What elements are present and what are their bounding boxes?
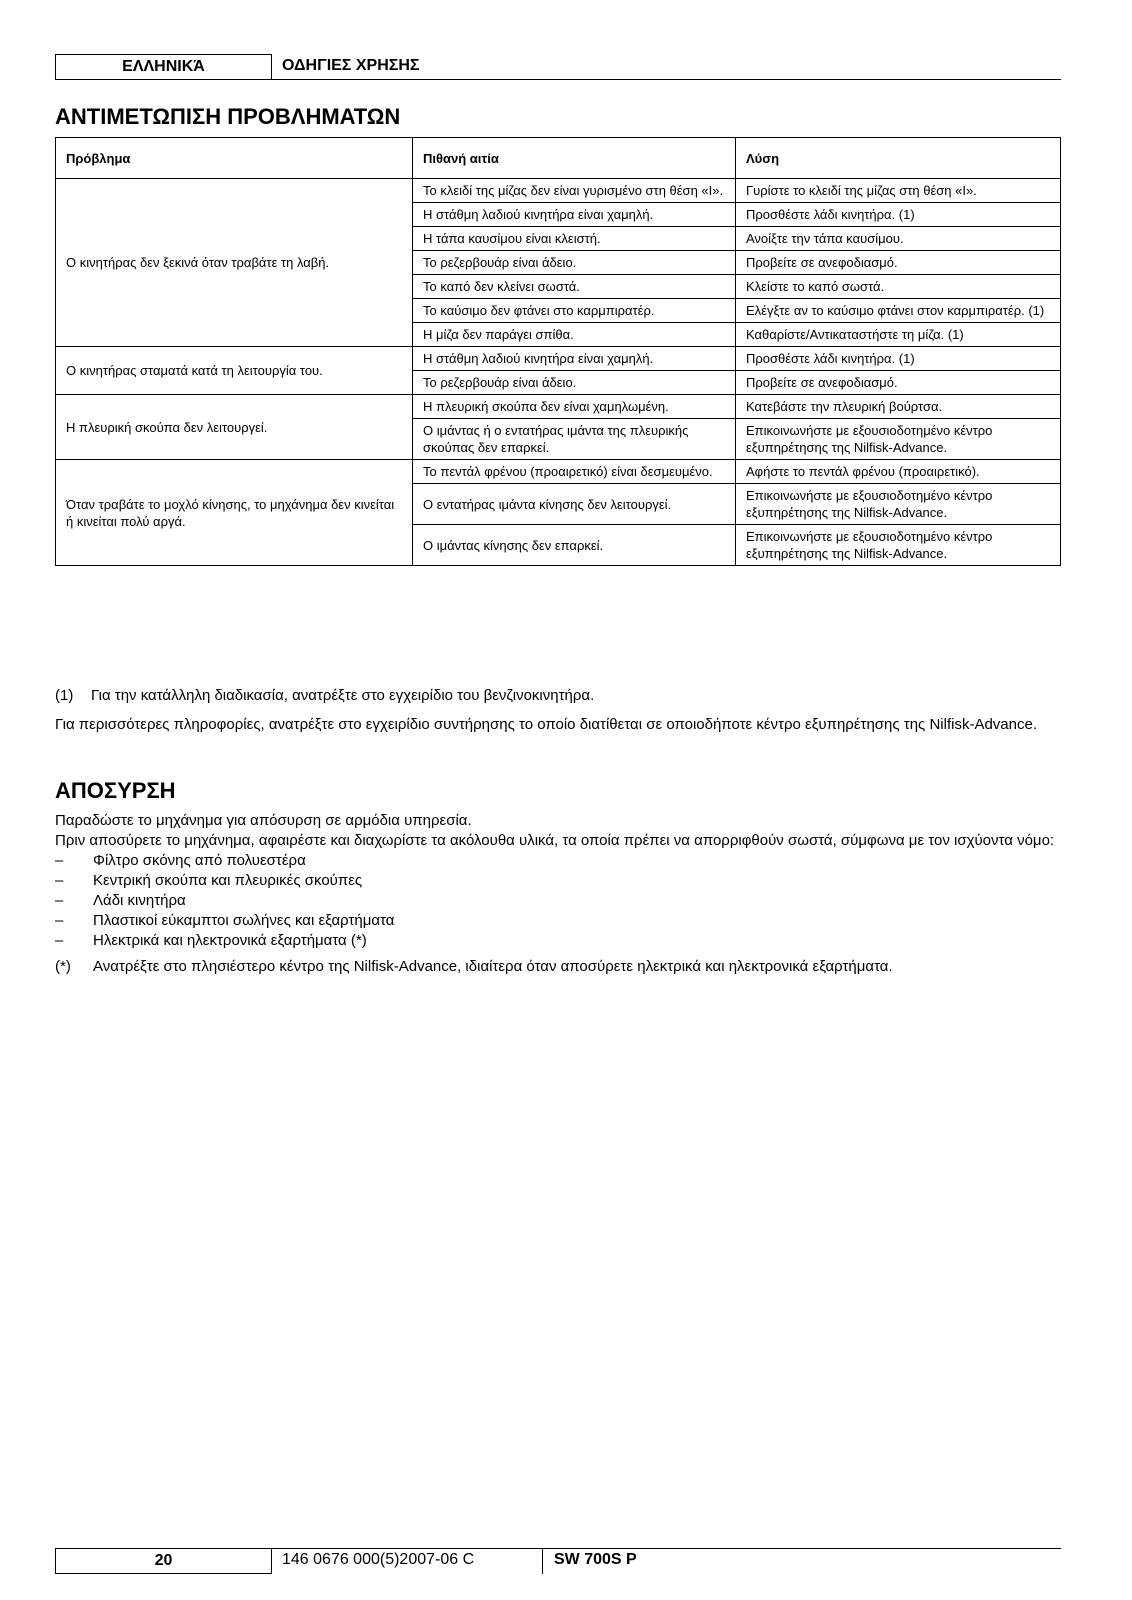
disposal-list — [55, 851, 1061, 951]
list-item-text: Λάδι κινητήρα — [93, 892, 186, 909]
cause-cell: Το κλειδί της μίζας δεν είναι γυρισμένο στη θέση «I». — [413, 179, 736, 203]
solution-cell: Ελέγξτε αν το καύσιμο φτάνει στον καρμπιρατέρ. (1) — [736, 299, 1061, 323]
model-name: SW 700S P — [554, 1551, 637, 1568]
solution-cell: Προβείτε σε ανεφοδιασμό. — [736, 371, 1061, 395]
list-item-text: Φίλτρο σκόνης από πολυεστέρα — [93, 852, 306, 869]
table-row — [56, 179, 1061, 203]
solution-cell: Γυρίστε το κλειδί της μίζας στη θέση «I». — [736, 179, 1061, 203]
list-item-text: Ηλεκτρικά και ηλεκτρονικά εξαρτήματα (*) — [93, 932, 367, 949]
solution-cell: Καθαρίστε/Αντικαταστήστε τη μίζα. (1) — [736, 323, 1061, 347]
cause-cell: Ο εντατήρας ιμάντα κίνησης δεν λειτουργεί. — [413, 484, 736, 525]
column-header-cause: Πιθανή αιτία — [413, 138, 736, 179]
solution-cell: Επικοινωνήστε με εξουσιοδοτημένο κέντρο εξυπηρέτησης της Nilfisk-Advance. — [736, 484, 1061, 525]
footer-separator — [542, 1548, 543, 1574]
list-item — [55, 851, 1061, 871]
cause-cell: Το ρεζερβουάρ είναι άδειο. — [413, 251, 736, 275]
page-header — [55, 54, 1061, 80]
cause-cell: Η πλευρική σκούπα δεν είναι χαμηλωμένη. — [413, 395, 736, 419]
cause-cell: Το πεντάλ φρένου (προαιρετικό) είναι δεσμευμένο. — [413, 460, 736, 484]
footnote-text: Ανατρέξτε στο πλησιέστερο κέντρο της Nilfisk-Advance, ιδιαίτερα όταν αποσύρετε ηλεκτρικά και ηλεκτρονικά εξαρτήματα. — [93, 958, 893, 975]
table-footnote — [55, 687, 594, 704]
solution-cell: Επικοινωνήστε με εξουσιοδοτημένο κέντρο εξυπηρέτησης της Nilfisk-Advance. — [736, 525, 1061, 566]
table-row — [56, 347, 1061, 371]
solution-cell: Προσθέστε λάδι κινητήρα. (1) — [736, 203, 1061, 227]
list-item — [55, 931, 1061, 951]
troubleshooting-heading: ΑΝΤΙΜΕΤΩΠΙΣΗ ΠΡΟΒΛΗΜΑΤΩΝ — [55, 104, 401, 129]
dash-bullet: – — [55, 852, 64, 869]
more-info-paragraph: Για περισσότερες πληροφορίες, ανατρέξτε στο εγχειρίδιο συντήρησης το οποίο διατίθεται σε οποιοδήποτε κέντρο εξυπηρέτησης της Nilfisk-Advance. — [55, 716, 1037, 733]
problem-cell: Όταν τραβάτε το μοχλό κίνησης, το μηχάνημα δεν κινείται ή κινείται πολύ αργά. — [56, 460, 413, 566]
disposal-intro-1: Παραδώστε το μηχάνημα για απόσυρση σε αρμόδια υπηρεσία. — [55, 812, 472, 829]
solution-cell: Ανοίξτε την τάπα καυσίμου. — [736, 227, 1061, 251]
cause-cell: Ο ιμάντας ή ο εντατήρας ιμάντα της πλευρικής σκούπας δεν επαρκεί. — [413, 419, 736, 460]
cause-cell: Η στάθμη λαδιού κινητήρα είναι χαμηλή. — [413, 347, 736, 371]
cause-cell: Ο ιμάντας κίνησης δεν επαρκεί. — [413, 525, 736, 566]
cause-cell: Η τάπα καυσίμου είναι κλειστή. — [413, 227, 736, 251]
solution-cell: Προσθέστε λάδι κινητήρα. (1) — [736, 347, 1061, 371]
cause-cell: Το ρεζερβουάρ είναι άδειο. — [413, 371, 736, 395]
column-header-problem: Πρόβλημα — [56, 138, 413, 179]
problem-cell: Ο κινητήρας δεν ξεκινά όταν τραβάτε τη λαβή. — [56, 179, 413, 347]
dash-bullet: – — [55, 872, 64, 889]
solution-cell: Αφήστε το πεντάλ φρένου (προαιρετικό). — [736, 460, 1061, 484]
disposal-intro-2: Πριν αποσύρετε το μηχάνημα, αφαιρέστε και διαχωρίστε τα ακόλουθα υλικά, τα οποία πρέπει να απορριφθούν σωστά, σύμφωνα με τον ισχύοντα νόμο: — [55, 832, 1055, 849]
list-item — [55, 911, 1061, 931]
solution-cell: Προβείτε σε ανεφοδιασμό. — [736, 251, 1061, 275]
table-row — [56, 460, 1061, 484]
cause-cell: Το καπό δεν κλείνει σωστά. — [413, 275, 736, 299]
column-header-solution: Λύση — [736, 138, 1061, 179]
page-footer — [55, 1548, 1061, 1574]
disposal-section — [55, 811, 1061, 977]
footnote-text: Για την κατάλληλη διαδικασία, ανατρέξτε στο εγχειρίδιο του βενζινοκινητήρα. — [91, 687, 595, 704]
table-body — [56, 179, 1061, 566]
section-title: ΟΔΗΓΙΕΣ ΧΡΗΣΗΣ — [282, 57, 420, 74]
dash-bullet: – — [55, 912, 64, 929]
cause-cell: Η μίζα δεν παράγει σπίθα. — [413, 323, 736, 347]
footnote-label: (*) — [55, 958, 71, 975]
solution-cell: Κατεβάστε την πλευρική βούρτσα. — [736, 395, 1061, 419]
troubleshooting-table — [55, 137, 1061, 566]
list-item-text: Πλαστικοί εύκαμπτοι σωλήνες και εξαρτήματα — [93, 912, 395, 929]
dash-bullet: – — [55, 892, 64, 909]
solution-cell: Επικοινωνήστε με εξουσιοδοτημένο κέντρο εξυπηρέτησης της Nilfisk-Advance. — [736, 419, 1061, 460]
page-number: 20 — [55, 1548, 272, 1574]
cause-cell: Η στάθμη λαδιού κινητήρα είναι χαμηλή. — [413, 203, 736, 227]
disposal-footnote — [55, 957, 1061, 977]
header-rule — [272, 79, 1061, 80]
list-item — [55, 891, 1061, 911]
problem-cell: Η πλευρική σκούπα δεν λειτουργεί. — [56, 395, 413, 460]
list-item — [55, 871, 1061, 891]
cause-cell: Το καύσιμο δεν φτάνει στο καρμπιρατέρ. — [413, 299, 736, 323]
disposal-heading: ΑΠΟΣΥΡΣΗ — [55, 778, 176, 803]
problem-cell: Ο κινητήρας σταματά κατά τη λειτουργία του. — [56, 347, 413, 395]
table-header-row — [56, 138, 1061, 179]
document-code: 146 0676 000(5)2007-06 C — [282, 1551, 475, 1568]
solution-cell: Κλείστε το καπό σωστά. — [736, 275, 1061, 299]
dash-bullet: – — [55, 932, 64, 949]
language-label: ΕΛΛΗΝΙΚΆ — [55, 54, 272, 80]
table-row — [56, 395, 1061, 419]
list-item-text: Κεντρική σκούπα και πλευρικές σκούπες — [93, 872, 363, 889]
footnote-label: (1) — [55, 687, 74, 704]
